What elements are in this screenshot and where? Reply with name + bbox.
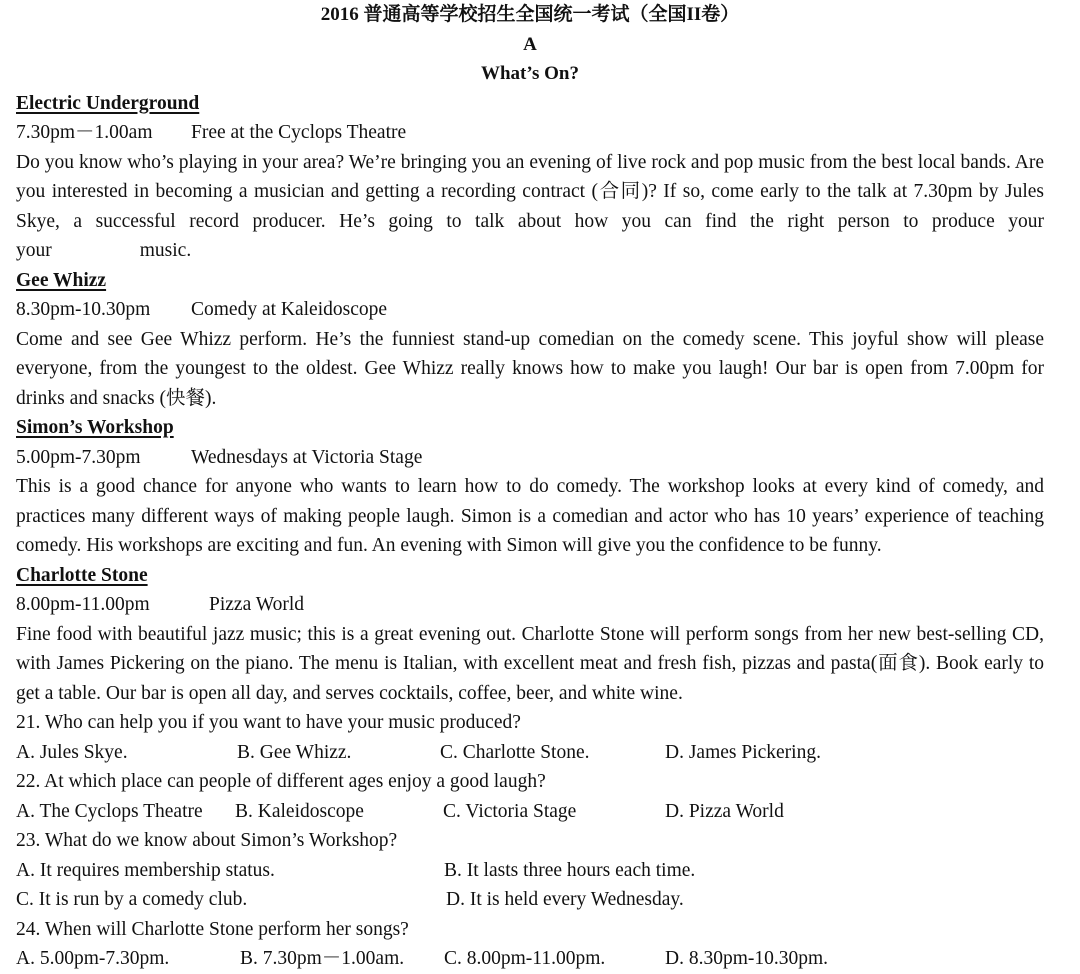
event-info [16, 443, 1044, 473]
question-options [16, 738, 1044, 768]
option-d: D. 8.30pm-10.30pm. [665, 948, 829, 969]
event-description: Fine food with beautiful jazz music; this is a great evening out. Charlotte Stone will perform songs from her new best-selling CD, with James Pickering on the piano. The menu is Italian, with excellent meat and fresh fish, pizzas and pasta(面食). Book early to get a table. Our bar is open all day, and serves cocktails, coffee, beer, and white wine. [16, 623, 1044, 704]
event-venue: Pizza World [209, 594, 305, 615]
event-name: Simon’s Workshop [16, 417, 174, 438]
event-time: 5.00pm-7.30pm [16, 446, 141, 468]
question-options [16, 797, 1044, 827]
event-venue: Wednesdays at Victoria Stage [191, 446, 423, 468]
option-b: B. Kaleidoscope [235, 800, 364, 822]
question-options [16, 856, 1044, 886]
question-stem: 22. At which place can people of different ages enjoy a good laugh? [16, 771, 546, 792]
option-c: C. It is run by a comedy club. [16, 889, 248, 910]
event-description: This is a good chance for anyone who wants to learn how to do comedy. The workshop looks at every kind of comedy, and practices many different ways of making people laugh. Simon is a comedian and actor who has 10 years’ experience of teaching comedy. His workshops are exciting and fun. An evening with Simon will give you the confidence to be funny. [16, 476, 1044, 556]
question-options [16, 885, 1044, 915]
option-a: A. 5.00pm-7.30pm. [16, 948, 170, 969]
event-time: 8.30pm-10.30pm [16, 299, 151, 320]
section-letter: A [523, 33, 537, 55]
event-description: Do you know who’s playing in your area? We’re bringing you an evening of live rock and pop music from the best local bands. Are you interested in becoming a musician and getting a recording contract (合同)? If so, come early to the talk at 7.30pm by Jules Skye, a successful record producer. He’s going to talk about how you can find the right person to produce your [16, 151, 1044, 232]
event-info [16, 118, 1044, 148]
event-info [16, 295, 1044, 325]
question-options [16, 944, 1044, 974]
event-description-tail-word: your [16, 240, 52, 261]
option-a: A. It requires membership status. [16, 859, 275, 881]
option-b: B. Gee Whizz. [237, 741, 352, 763]
event-description-tail-text: music. [139, 240, 192, 261]
event-description: Come and see Gee Whizz perform. He’s the funniest stand-up comedian on the comedy scene. This joyful show will please everyone, from the youngest to the oldest. Gee Whizz really knows how to make you laugh! Our bar is open from 7.00pm for drinks and snacks (快餐). [16, 328, 1044, 409]
event-heading [16, 561, 1044, 591]
event-name: Charlotte Stone [16, 564, 148, 586]
option-c: C. 8.00pm-11.00pm. [444, 948, 606, 969]
option-c: C. Charlotte Stone. [440, 741, 590, 763]
event-heading [16, 413, 1044, 443]
event-name: Electric Underground [16, 92, 200, 114]
option-b: B. It lasts three hours each time. [444, 859, 696, 881]
question-stem: 23. What do we know about Simon’s Workshop? [16, 830, 398, 851]
option-d: D. Pizza World [665, 800, 784, 822]
exam-title: 2016 普通高等学校招生全国统一考试（全国II卷） [320, 4, 740, 25]
option-b: B. 7.30pm－1.00am. [240, 948, 405, 969]
question-stem: 21. Who can help you if you want to have your music produced? [16, 712, 521, 733]
option-a: A. Jules Skye. [16, 741, 128, 763]
event-name: Gee Whizz [16, 269, 107, 291]
option-c: C. Victoria Stage [443, 800, 577, 822]
event-time: 8.00pm-11.00pm [16, 594, 150, 615]
event-info [16, 590, 1044, 620]
event-heading [16, 89, 1044, 119]
option-a: A. The Cyclops Theatre [16, 800, 203, 822]
exam-page [16, 0, 1044, 974]
option-d: D. It is held every Wednesday. [446, 889, 684, 910]
event-venue: Free at the Cyclops Theatre [191, 122, 407, 143]
event-heading [16, 266, 1044, 296]
event-description-tail [16, 236, 1044, 266]
question-stem: 24. When will Charlotte Stone perform her songs? [16, 918, 409, 940]
event-venue: Comedy at Kaleidoscope [191, 299, 388, 320]
option-d: D. James Pickering. [665, 741, 821, 763]
event-time: 7.30pm－1.00am [16, 122, 153, 143]
passage-title: What’s On? [480, 63, 579, 84]
